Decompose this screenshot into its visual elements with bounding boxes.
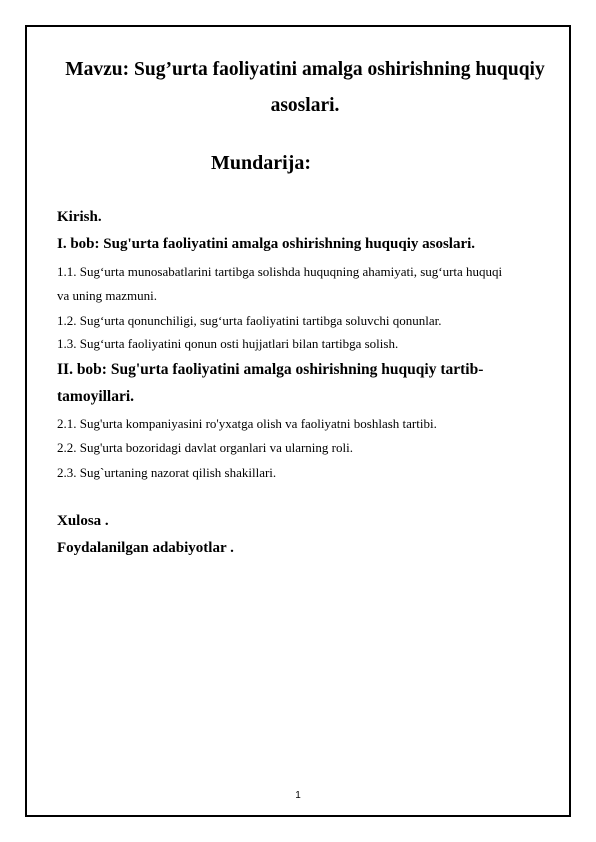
title-line-1: Mavzu: Sug’urta faoliyatini amalga oshirishning huquqiy (65, 59, 545, 80)
page-number: 1 (295, 790, 301, 801)
toc-entry-1-1-cont: va uning mazmuni. (57, 288, 158, 303)
toc-entry-2-1: 2.1. Sug'urta kompaniyasini ro'yxatga olish va faoliyatni boshlash tartibi. (57, 416, 437, 431)
toc-entry-1-3: 1.3. Sug‘urta faoliyatini qonun osti hujjatlari bilan tartibga solish. (57, 336, 399, 351)
toc-heading: Mundarija: (211, 152, 311, 174)
toc-entry-chapter-2-cont: tamoyillari. (57, 388, 135, 405)
toc-entry-introduction: Kirish. (57, 209, 102, 225)
title-line-2: asoslari. (270, 95, 340, 116)
toc-entry-conclusion: Xulosa . (57, 513, 109, 529)
toc-entry-2-2: 2.2. Sug'urta bozoridagi davlat organlari va ularning roli. (57, 440, 353, 455)
toc-entry-bibliography: Foydalanilgan adabiyotlar . (57, 540, 234, 556)
document-title (40, 52, 570, 124)
toc-entry-chapter-2: II. bob: Sug'urta faoliyatini amalga oshirishning huquqiy tartib- (57, 361, 484, 378)
toc-entry-chapter-1: I. bob: Sug'urta faoliyatini amalga oshirishning huquqiy asoslari. (57, 236, 476, 252)
toc-entry-1-1: 1.1. Sug‘urta munosabatlarini tartibga solishda huquqning ahamiyati, sug‘urta huquqi (57, 264, 503, 279)
toc-entry-1-2: 1.2. Sug‘urta qonunchiligi, sug‘urta faoliyatini tartibga soluvchi qonunlar. (57, 313, 442, 328)
toc-entry-2-3: 2.3. Sug`urtaning nazorat qilish shakillari. (57, 465, 277, 480)
